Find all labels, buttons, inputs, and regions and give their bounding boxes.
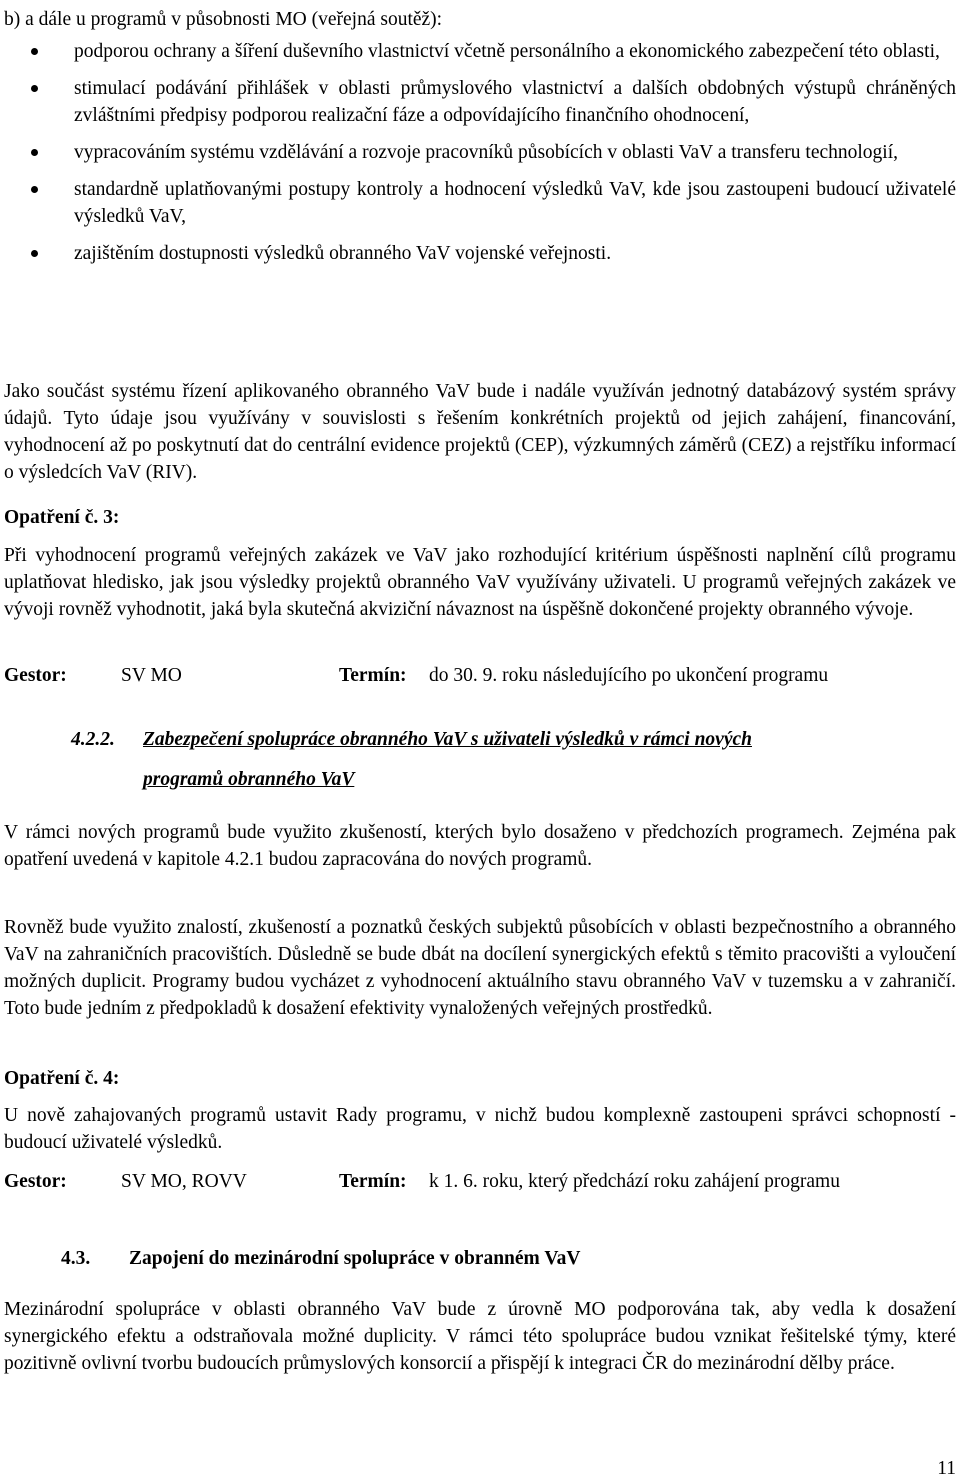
- termin-value: do 30. 9. roku následujícího po ukončení programu: [429, 665, 829, 686]
- section-422-title-line1: Zabezpečení spolupráce obranného VaV s uživateli výsledků v rámci nových: [143, 729, 752, 750]
- list-item: podporou ochrany a šíření duševního vlastnictví včetně personálního a ekonomického zabezpečení této oblasti,: [4, 38, 956, 65]
- gestor-label: Gestor:: [4, 1171, 67, 1192]
- bullet-icon: [31, 149, 38, 156]
- paragraph-v-ramci: V rámci nových programů bude využito zkušeností, kterých bylo dosaženo v předchozích programech. Zejména pak opatření uvedená v kapitole 4.2.1 budou zapracována do nových programů.: [4, 822, 956, 870]
- page-number: 11: [937, 1458, 956, 1479]
- opatreni-3-gestor-row: [4, 662, 956, 689]
- bullet-icon: [31, 186, 38, 193]
- gestor-value: SV MO: [121, 665, 182, 686]
- section-422-title-line2: programů obranného VaV: [143, 769, 355, 790]
- bullet-list: [4, 38, 956, 277]
- bullet-icon: [31, 250, 38, 257]
- bullet-icon: [31, 48, 38, 55]
- paragraph-rovnez: Rovněž bude využito znalostí, zkušeností a poznatků českých subjektů působících v oblasti bezpečnostního a obranného VaV na zahraničních pracovištích. Důsledně se bude dbát na docílení synergických efektů s těmito pracovišti a vyloučení možných duplicit. Programy budou vycházet z vyhodnocení aktuálního stavu obranného VaV v tuzemsku a v zahraničí. Toto bude jedním z předpokladů k dosažení efektivity vynaložených veřejných prostředků.: [4, 917, 956, 1019]
- opatreni-4-text: U nově zahajovaných programů ustavit Rady programu, v nichž budou komplexně zastoupeni správci schopností - budoucí uživatelé výsledků.: [4, 1105, 956, 1153]
- gestor-value: SV MO, ROVV: [121, 1171, 247, 1192]
- paragraph-mezinarodni: Mezinárodní spolupráce v oblasti obranného VaV bude z úrovně MO podporována tak, aby vedla k dosažení synergického efektu a odstraňovala možné duplicity. V rámci této spolupráce budou vznikat řešitelské týmy, které pozitivně ovlivní tvorbu budoucích průmyslových konsorcií a přispějí k integraci ČR do mezinárodní dělby práce.: [4, 1299, 956, 1374]
- list-item: vypracováním systému vzdělávání a rozvoje pracovníků působících v oblasti VaV a transferu technologií,: [4, 139, 956, 166]
- section-43-heading: [4, 1245, 956, 1272]
- bullet-icon: [31, 85, 38, 92]
- opatreni-4-label: Opatření č. 4:: [4, 1068, 120, 1089]
- termin-label: Termín:: [339, 665, 407, 686]
- list-item: stimulací podávání přihlášek v oblasti průmyslového vlastnictví a dalších obdobných výstupů chráněných zvláštními předpisy podporou realizační fáze a odpovídajícího finančního ohodnocení,: [4, 75, 956, 129]
- paragraph-databaze: Jako součást systému řízení aplikovaného obranného VaV bude i nadále využíván jednotný databázový systém správy údajů. Tyto údaje jsou využívány v souvislosti s řešením konkrétních projektů od jejich zahájení, financování, vyhodnocení až po poskytnutí dat do centrální evidence projektů (CEP), výzkumných záměrů (CEZ) a rejstříku informací o výsledcích VaV (RIV).: [4, 381, 956, 483]
- list-item: zajištěním dostupnosti výsledků obranného VaV vojenské veřejnosti.: [4, 240, 956, 267]
- termin-value: k 1. 6. roku, který předchází roku zahájení programu: [429, 1171, 840, 1192]
- section-43-title: Zapojení do mezinárodní spolupráce v obranném VaV: [129, 1248, 581, 1269]
- intro-text: b) a dále u programů v působnosti MO (veřejná soutěž):: [4, 9, 443, 30]
- section-422-number: 4.2.2.: [71, 729, 115, 750]
- gestor-label: Gestor:: [4, 665, 67, 686]
- opatreni-4-gestor-row: [4, 1168, 956, 1195]
- section-422-heading: [4, 726, 956, 790]
- section-43-number: 4.3.: [61, 1248, 91, 1269]
- list-item: standardně uplatňovanými postupy kontroly a hodnocení výsledků VaV, kde jsou zastoupeni budoucí uživatelé výsledků VaV,: [4, 176, 956, 230]
- opatreni-3-label: Opatření č. 3:: [4, 507, 120, 528]
- opatreni-3-text: Při vyhodnocení programů veřejných zakázek ve VaV jako rozhodující kritérium úspěšnosti naplnění cílů programu uplatňovat hledisko, jak jsou výsledky projektů obranného VaV využívány uživateli. U programů veřejných zakázek ve vývoji rovněž vyhodnotit, jaká byla skutečná akviziční návaznost na úspěšně dokončené projekty obranného vývoje.: [4, 545, 956, 620]
- termin-label: Termín:: [339, 1171, 407, 1192]
